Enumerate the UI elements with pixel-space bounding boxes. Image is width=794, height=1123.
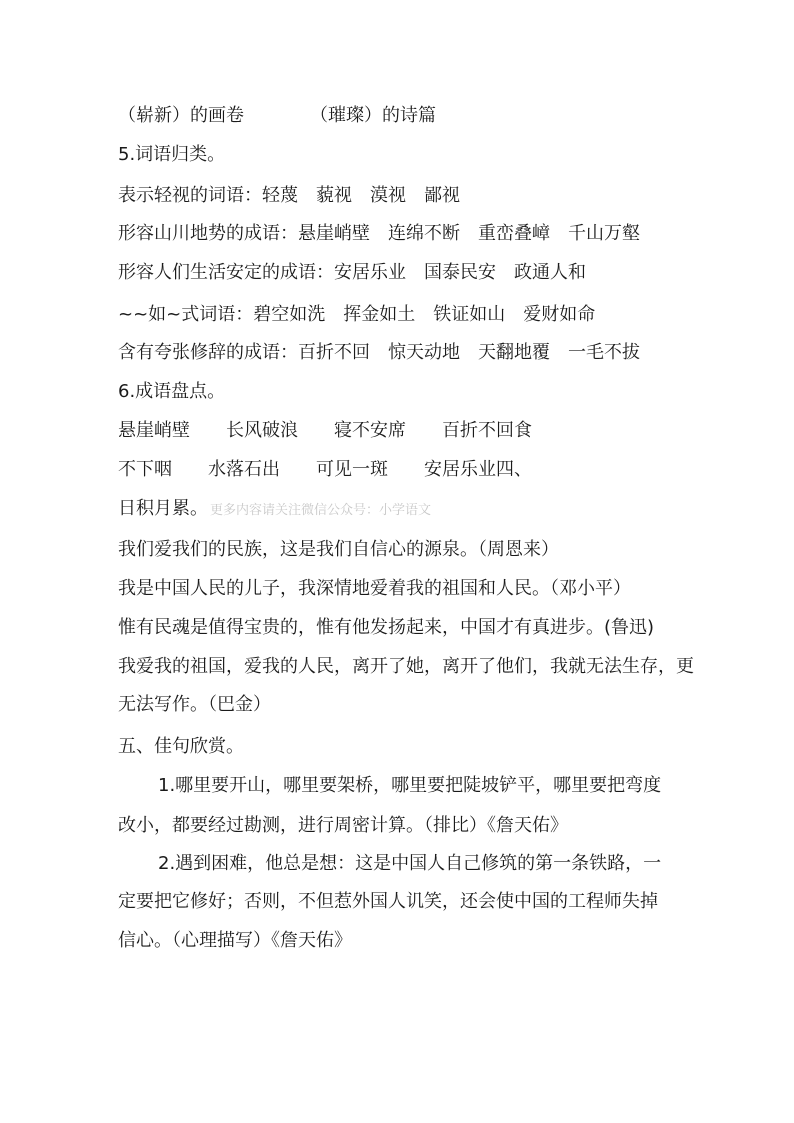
sentence-1-line-1: 1.哪里要开山，哪里要架桥，哪里要把陡坡铲平，哪里要把弯度	[158, 775, 662, 796]
word-group-exaggeration: 含有夸张修辞的成语：百折不回 惊天动地 天翻地覆 一毛不拔	[118, 342, 640, 363]
phrase-line	[118, 104, 436, 128]
section-5-title: 5.词语归类。	[118, 144, 226, 165]
phrase-brilliant-poem: （璀璨）的诗篇	[310, 105, 436, 126]
word-group-contempt: 表示轻视的词语：轻蔑 藐视 漠视 鄙视	[118, 185, 460, 206]
word-group-mountains: 形容山川地势的成语：悬崖峭壁 连绵不断 重峦叠嶂 千山万壑	[118, 223, 640, 244]
sentence-2-line-1: 2.遇到困难，他总是想：这是中国人自己修筑的第一条铁路，一	[158, 853, 662, 874]
phrase-new-scroll: （崭新）的画卷	[118, 105, 244, 126]
sentence-2-line-3: 信心。（心理描写）《詹天佑》	[118, 930, 352, 951]
watermark-text: 更多内容请关注微信公众号：小学语文	[210, 503, 432, 518]
quote-ba-jin-line-2: 无法写作。（巴金）	[118, 694, 271, 715]
section-five-title: 五、佳句欣赏。	[118, 736, 244, 757]
word-group-stable-life: 形容人们生活安定的成语：安居乐业 国泰民安 政通人和	[118, 262, 586, 283]
accumulation-heading: 日积月累。	[118, 498, 208, 519]
idiom-line-2: 不下咽 水落石出 可见一斑 安居乐业四、	[118, 459, 532, 480]
word-group-ru-pattern: ~~如~式词语：碧空如洗 挥金如土 铁证如山 爱财如命	[118, 304, 596, 325]
idiom-line-1: 悬崖峭壁 长风破浪 寝不安席 百折不回食	[118, 420, 532, 441]
idiom-line-3	[118, 497, 431, 523]
sentence-1-line-2: 改小，都要经过勘测，进行周密计算。（排比）《詹天佑》	[118, 815, 568, 836]
sentence-2-line-2: 定要把它修好；否则，不但惹外国人讥笑，还会使中国的工程师失掉	[118, 891, 658, 912]
quote-zhou-enlai: 我们爱我们的民族，这是我们自信心的源泉。（周恩来）	[118, 539, 559, 560]
quote-ba-jin-line-1: 我爱我的祖国，爱我的人民，离开了她，离开了他们，我就无法生存，更	[118, 656, 694, 677]
quote-deng-xiaoping: 我是中国人民的儿子，我深情地爱着我的祖国和人民。（邓小平）	[118, 578, 631, 599]
quote-lu-xun: 惟有民魂是值得宝贵的，惟有他发扬起来，中国才有真进步。(鲁迅)	[118, 617, 655, 638]
section-6-title: 6.成语盘点。	[118, 381, 226, 402]
